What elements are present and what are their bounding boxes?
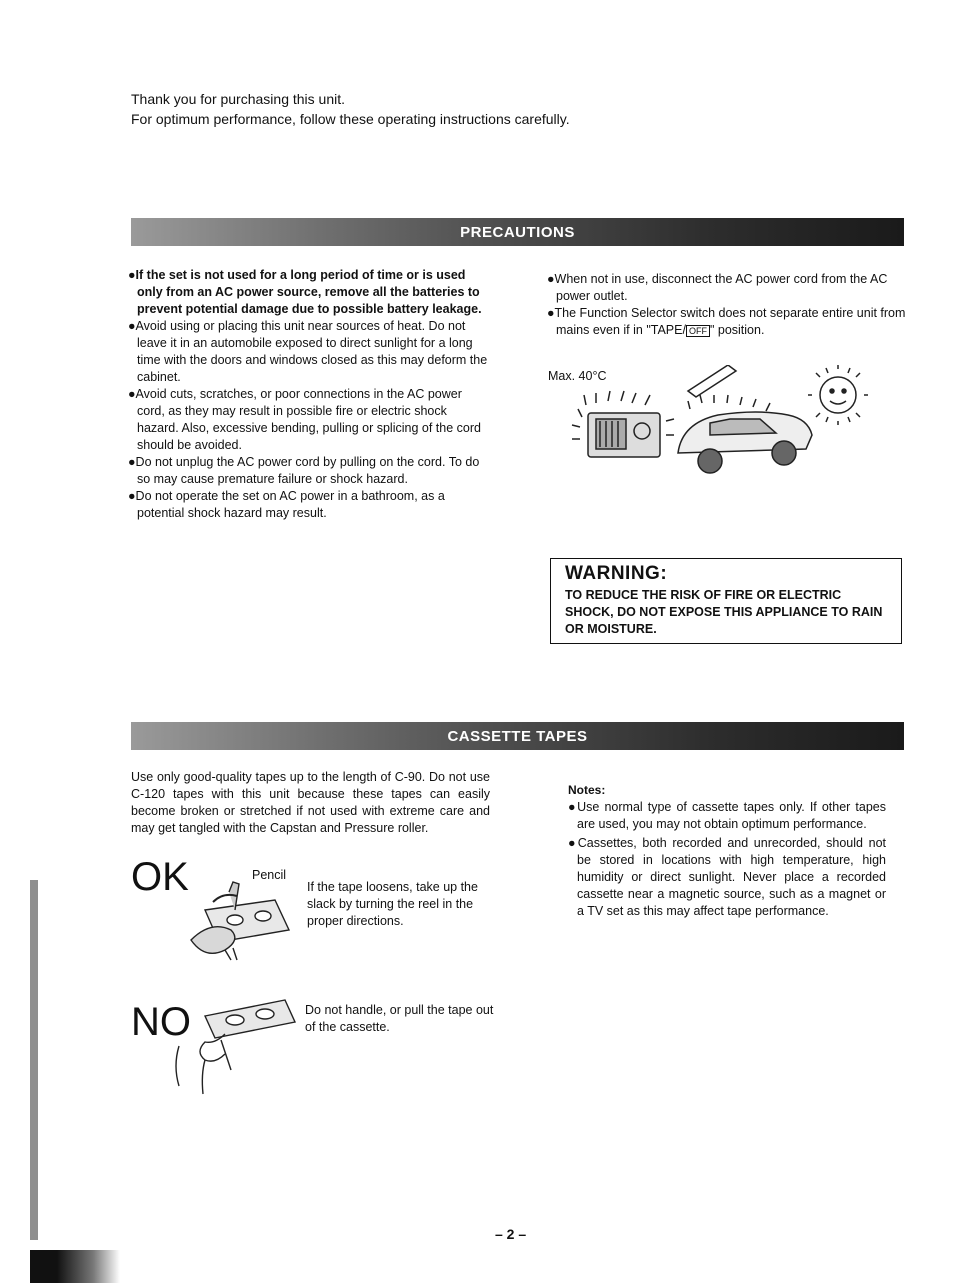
off-position-box: OFF <box>686 325 710 337</box>
cassette-pencil-illustration <box>185 880 295 962</box>
page-number: – 2 – <box>495 1226 527 1242</box>
precaution-item: ●Avoid using or placing this unit near sources of heat. Do not leave it in an automobile exposed to direct sunlight for a long time with the doors and windows closed as this may deform the cabinet. <box>128 319 488 384</box>
precautions-left-column <box>128 267 488 522</box>
note-item: ●Use normal type of cassette tapes only. If other tapes are used, you may not obtain optimum performance. <box>568 800 886 831</box>
precaution-item: ●Avoid cuts, scratches, or poor connections in the AC power cord, as they may result in possible fire or electric shock hazard. Also, excessive bending, pulling or splicing of the cord should be avoided. <box>128 387 481 452</box>
intro-line-2: For optimum performance, follow these operating instructions carefully. <box>131 111 570 127</box>
cassette-intro: Use only good-quality tapes up to the length of C-90. Do not use C-120 tapes with this unit because these tapes can easily become broken or stretched if not used with extreme care and may get tangled with the Capstan and Pressure roller. <box>131 770 490 835</box>
precaution-item <box>547 305 907 340</box>
heat-hazard-illustration <box>570 365 880 480</box>
precaution-item: ●Do not operate the set on AC power in a bathroom, as a potential shock hazard may result. <box>128 489 445 520</box>
notes-title: Notes: <box>568 783 606 797</box>
car-heat-icon <box>678 365 812 473</box>
no-label: NO <box>131 1000 191 1044</box>
ok-label: OK <box>131 855 189 899</box>
scan-edge-mark <box>30 880 38 1240</box>
max-temp-label: Max. 40°C <box>548 369 607 383</box>
intro-line-1: Thank you for purchasing this unit. <box>131 91 346 107</box>
cassette-tapes-banner <box>131 722 904 750</box>
notes-section <box>568 782 886 920</box>
precautions-banner <box>131 218 904 246</box>
radio-heat-icon <box>572 391 674 457</box>
intro-text <box>131 89 570 129</box>
precaution-item: ●Do not unplug the AC power cord by pulling on the cord. To do so may cause premature failure or shock hazard. <box>128 455 480 486</box>
warning-title: WARNING: <box>565 563 668 584</box>
ok-instruction-text: If the tape loosens, take up the slack by turning the reel in the proper directions. <box>307 880 478 928</box>
cassette-tapes-title: CASSETTE TAPES <box>447 727 588 745</box>
sun-icon <box>808 365 868 425</box>
precautions-title: PRECAUTIONS <box>460 223 575 241</box>
precaution-item: ●If the set is not used for a long period of time or is used only from an AC power source, remove all the batteries to prevent potential damage due to possible battery leakage. <box>128 268 482 316</box>
no-instruction-text: Do not handle, or pull the tape out of the cassette. <box>305 1003 494 1034</box>
pencil-label: Pencil <box>252 868 287 882</box>
warning-text: TO REDUCE THE RISK OF FIRE OR ELECTRIC SHOCK, DO NOT EXPOSE THIS APPLIANCE TO RAIN OR MOISTURE. <box>565 588 883 636</box>
precautions-right-column <box>547 271 907 340</box>
precaution-text: ●The Function Selector switch does not separate entire unit from mains even if in "TAPE/ <box>547 306 906 337</box>
warning-box <box>550 558 902 644</box>
hand-pulling-tape-illustration <box>165 990 300 1095</box>
scan-corner-mark <box>30 1250 120 1283</box>
precaution-text: " position. <box>709 323 765 337</box>
note-item: ●Cassettes, both recorded and unrecorded, should not be stored in locations with high temperature, high humidity or direct sunlight. Never place a recorded cassette near a magnetic source, such as a magnet or a TV set as this may affect tape performance. <box>568 836 886 918</box>
precaution-item: ●When not in use, disconnect the AC power cord from the AC power outlet. <box>547 272 888 303</box>
